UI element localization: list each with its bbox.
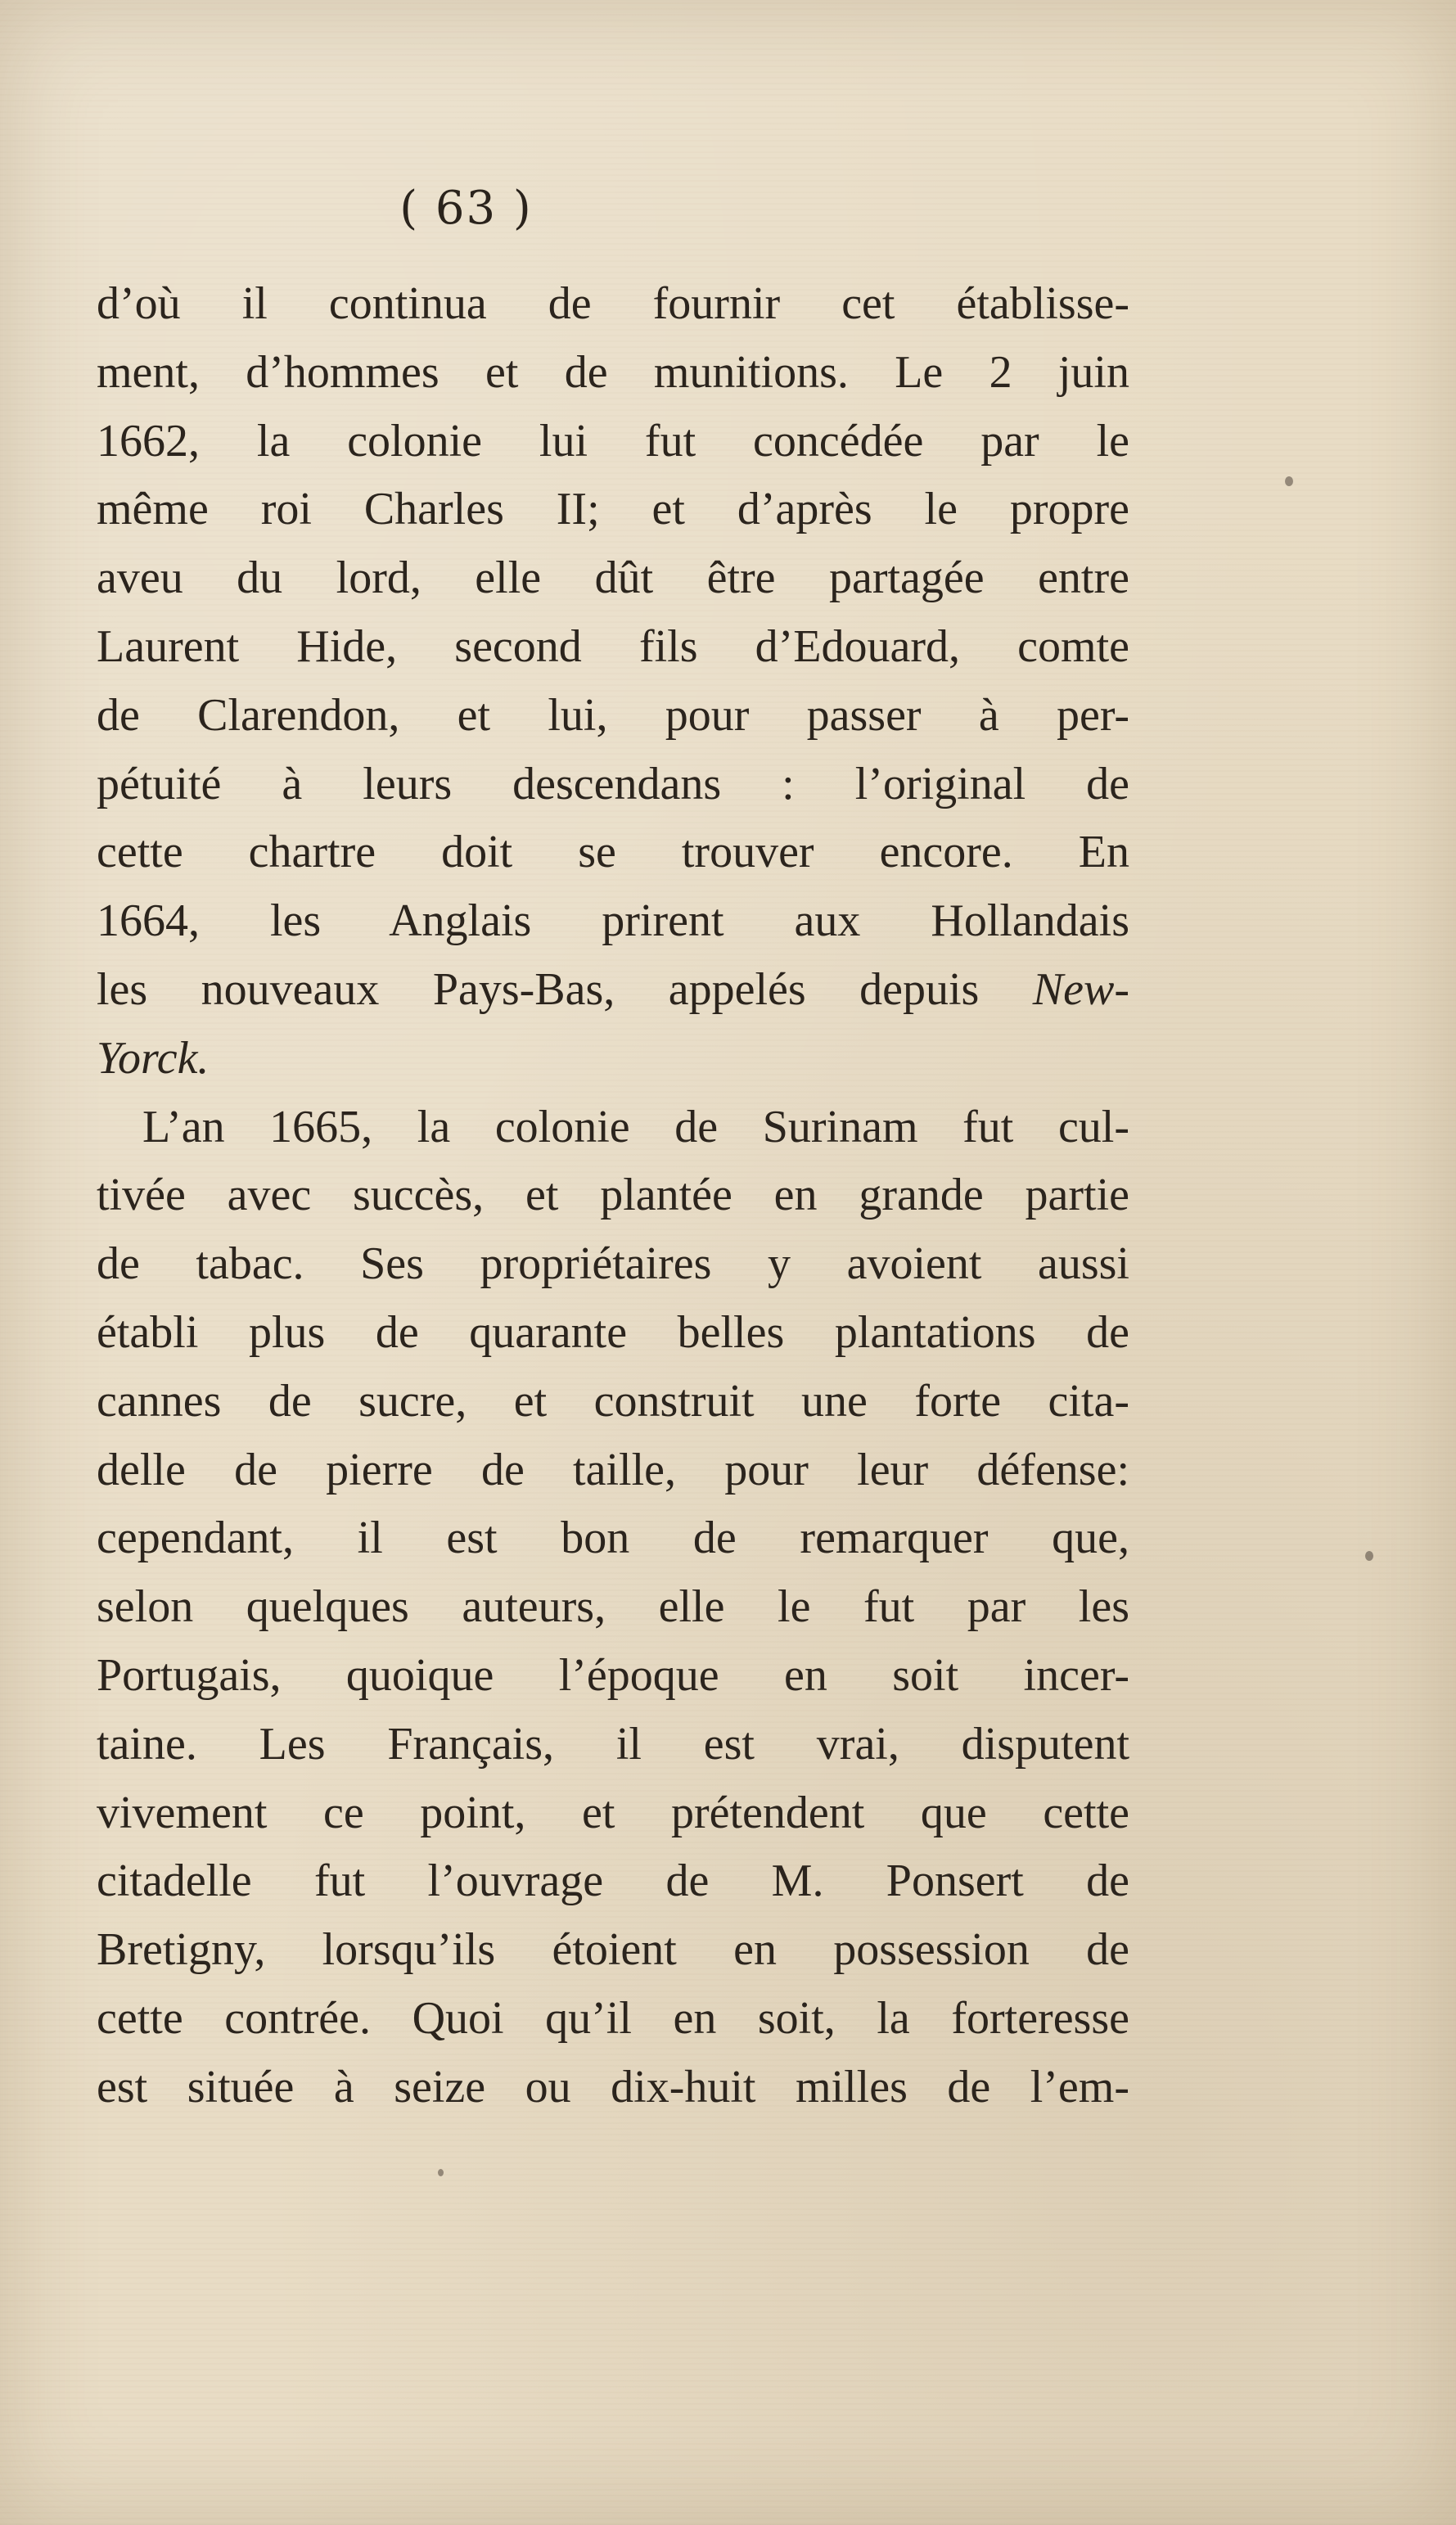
text-line-25: Bretigny, lorsqu’ils étoient en possession de (97, 1924, 1129, 1976)
text-line-26: cette contrée. Quoi qu’il en soit, la forteresse (97, 1992, 1129, 2044)
ink-speck (1285, 476, 1293, 486)
body-text (97, 270, 1129, 2122)
text-line-1: d’où il continua de fournir cet établisse- (97, 278, 1129, 329)
text-line-9: cette chartre doit se trouver encore. En (97, 827, 1129, 878)
text-line-23: vivement ce point, et prétendent que cette (97, 1787, 1129, 1838)
text-line-17: cannes de sucre, et construit une forte cita- (97, 1375, 1129, 1427)
text-line-21: Portugais, quoique l’époque en soit incer- (97, 1649, 1129, 1701)
text-line-24: citadelle fut l’ouvrage de M. Ponsert de (97, 1855, 1129, 1907)
text-line-13: L’an 1665, la colonie de Surinam fut cul- (142, 1101, 1129, 1152)
text-line-7: de Clarendon, et lui, pour passer à per- (97, 689, 1129, 741)
text-line-3: 1662, la colonie lui fut concédée par le (97, 415, 1129, 467)
text-line-18: delle de pierre de taille, pour leur défense: (97, 1444, 1129, 1495)
text-line-10: 1664, les Anglais prirent aux Hollandais (97, 895, 1129, 947)
text-line-12: Yorck. (97, 1032, 210, 1084)
text-line-11-italic: New- (1032, 963, 1130, 1015)
text-line-14: tivée avec succès, et plantée en grande partie (97, 1170, 1129, 1221)
text-line-5: aveu du lord, elle dût être partagée entre (97, 552, 1129, 604)
text-line-15: de tabac. Ses propriétaires y avoient aussi (97, 1238, 1129, 1290)
text-line-4: même roi Charles II; et d’après le propre (97, 484, 1129, 535)
text-line-27: est située à seize ou dix-huit milles de l’em- (97, 2061, 1129, 2112)
text-line-11 (97, 956, 1129, 1025)
text-line-2: ment, d’hommes et de munitions. Le 2 juin (97, 346, 1129, 398)
text-line-11-roman: les nouveaux Pays-Bas, appelés depuis (97, 963, 980, 1015)
text-line-6: Laurent Hide, second fils d’Edouard, comte (97, 620, 1129, 672)
text-line-16: établi plus de quarante belles plantations de (97, 1306, 1129, 1358)
ink-speck (1365, 1551, 1373, 1561)
ink-speck (438, 2169, 444, 2176)
text-line-8: pétuité à leurs descendans : l’original de (97, 758, 1129, 809)
text-line-22: taine. Les Français, il est vrai, disputent (97, 1718, 1129, 1770)
text-line-20: selon quelques auteurs, elle le fut par les (97, 1581, 1129, 1633)
text-line-19: cependant, il est bon de remarquer que, (97, 1513, 1129, 1564)
page-number: ( 63 ) (399, 182, 533, 235)
